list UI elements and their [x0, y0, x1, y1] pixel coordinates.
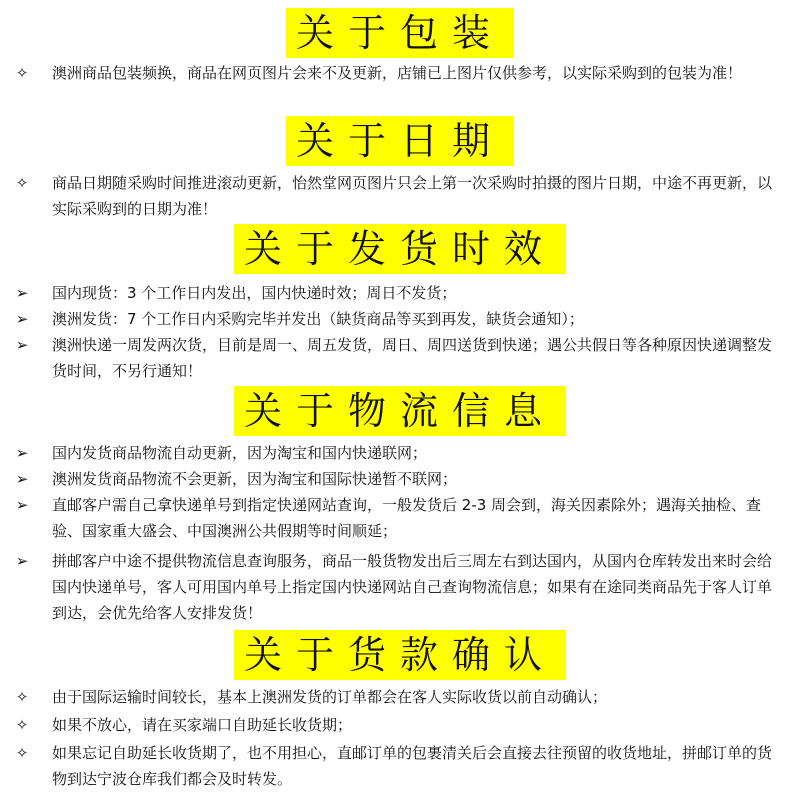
- arrowhead-icon: ➢: [15, 284, 29, 302]
- section-heading: 关于货款确认: [234, 630, 566, 680]
- diamond-star-icon: ✧: [15, 744, 29, 762]
- list-item: [15, 740, 782, 792]
- section-heading: 关于包装: [286, 8, 514, 58]
- item-text: 由于国际运输时间较长，基本上澳洲发货的订单都会在客人实际收货以前自动确认；: [52, 688, 608, 706]
- section-heading: 关于物流信息: [234, 386, 566, 436]
- list-item: [15, 684, 782, 710]
- item-text: 澳洲发货商品物流不会更新，因为淘宝和国际快递暂不联网；: [52, 470, 458, 488]
- item-text: 澳洲发货：7 个工作日内采购完毕并发出（缺货商品等买到再发，缺货会通知）；: [52, 310, 584, 328]
- list-item: [15, 170, 782, 222]
- diamond-star-icon: ✧: [15, 716, 29, 734]
- list-item: [15, 548, 782, 626]
- item-text: 国内现货：3 个工作日内发出，国内快递时效；周日不发货；: [52, 284, 457, 302]
- item-text: 直邮客户需自己拿快递单号到指定快递网站查询，一般发货后 2-3 周会到，海关因素除外；遇海关抽检、查验、国家重大盛会、中国澳洲公共假期等时间顺延；: [52, 496, 762, 540]
- list-item: [15, 440, 782, 466]
- arrowhead-icon: ➢: [15, 444, 29, 462]
- diamond-star-icon: ✧: [15, 174, 29, 192]
- arrowhead-icon: ➢: [15, 496, 29, 514]
- diamond-star-icon: ✧: [15, 688, 29, 706]
- list-item: [15, 712, 782, 738]
- item-text: 澳洲快递一周发两次货，目前是周一、周五发货，周日、周四送货到快递；遇公共假日等各种原因快递调整发货时间，不另行通知！: [52, 336, 773, 380]
- section-heading: 关于日期: [286, 116, 514, 166]
- item-text: 拼邮客户中途不提供物流信息查询服务，商品一般货物发出后三周左右到达国内，从国内仓库转发出来时会给国内快递单号，客人可用国内单号上指定国内快递网站自己查询物流信息；如果有在途同类商品先于客人订单到达，会优先给客人安排发货！: [52, 552, 773, 622]
- list-item: [15, 492, 782, 544]
- item-text: 国内发货商品物流自动更新，因为淘宝和国内快递联网；: [52, 444, 428, 462]
- arrowhead-icon: ➢: [15, 336, 29, 354]
- item-text: 如果忘记自助延长收货期了，也不用担心，直邮订单的包裹清关后会直接去往预留的收货地址，拼邮订单的货物到达宁波仓库我们都会及时转发。: [52, 744, 773, 788]
- item-text: 商品日期随采购时间推进滚动更新，怡然堂网页图片只会上第一次采购时拍摄的图片日期，中途不再更新，以实际采购到的日期为准！: [52, 174, 773, 218]
- section-heading: 关于发货时效: [234, 224, 566, 274]
- item-text: 澳洲商品包装频换，商品在网页图片会来不及更新，店铺已上图片仅供参考，以实际采购到的包装为准！: [52, 64, 743, 82]
- list-item: [15, 332, 782, 384]
- list-item: [15, 60, 782, 86]
- list-item: [15, 466, 782, 492]
- item-text: 如果不放心，请在买家端口自助延长收货期；: [52, 716, 353, 734]
- list-item: [15, 306, 782, 332]
- arrowhead-icon: ➢: [15, 552, 29, 570]
- arrowhead-icon: ➢: [15, 470, 29, 488]
- diamond-star-icon: ✧: [15, 64, 29, 82]
- arrowhead-icon: ➢: [15, 310, 29, 328]
- list-item: [15, 280, 782, 306]
